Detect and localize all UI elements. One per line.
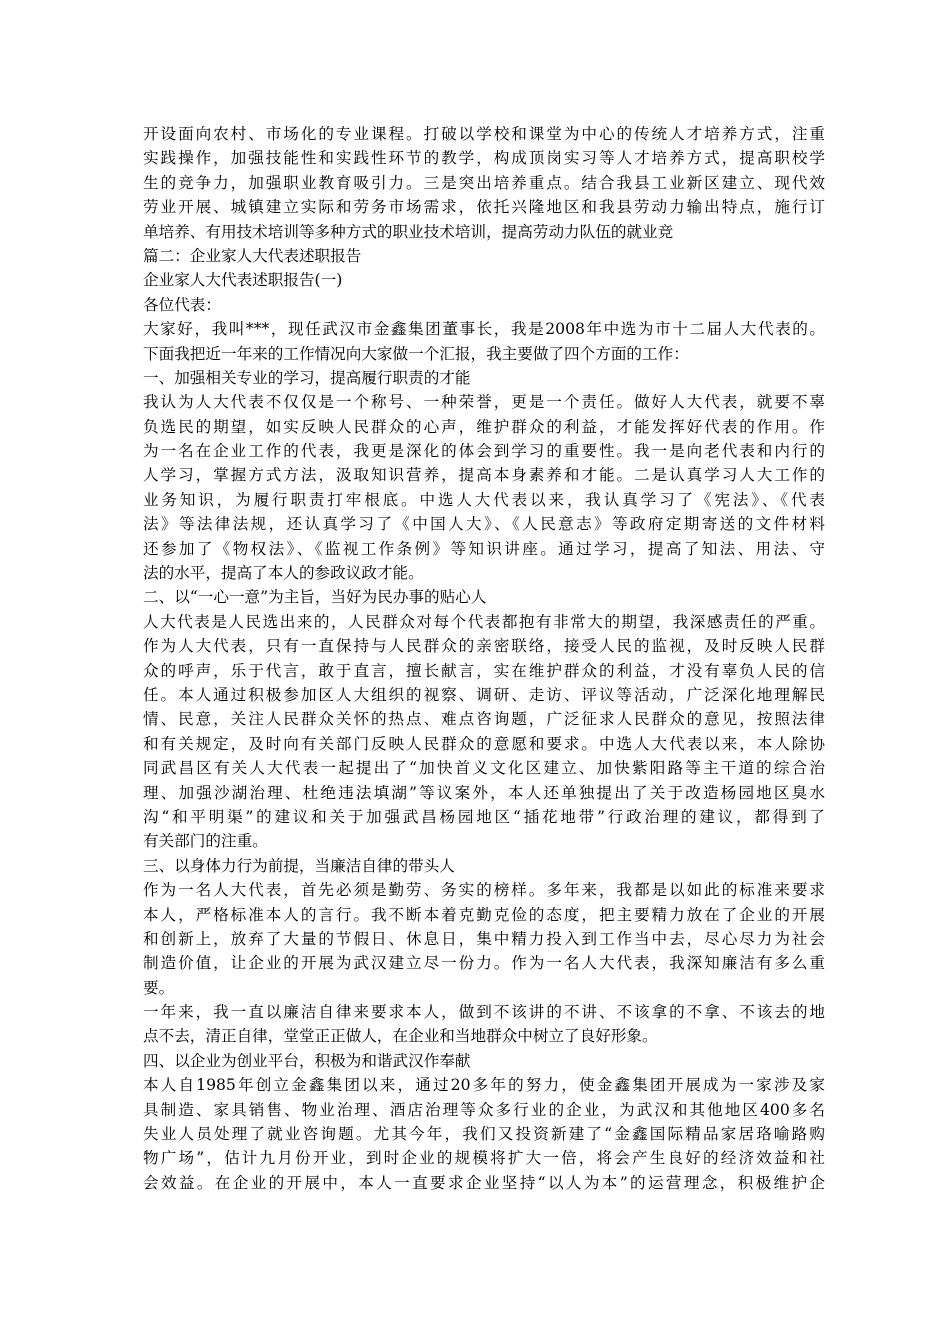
text-line: 失业人员处理了就业咨询题。尤其今年，我们又投资新建了“金鑫国际精品家居珞喻路购 [143,1125,825,1144]
text-line: 下面我把近一年来的工作情况向大家做一个汇报，我主要做了四个方面的工作： [143,344,689,363]
text-line: 情、民意，关注人民群众关怀的热点、难点咨询题，广泛征求人民群众的意见，按照法律 [143,710,825,729]
text-line: 法的水平，提高了本人的参政议政才能。 [143,564,424,583]
text-line: 我认为人大代表不仅仅是一个称号、一种荣誉，更是一个责任。做好人大代表，就要不辜 [143,393,825,412]
text-line: 业务知识，为履行职责打牢根底。中选人大代表以来，我认真学习了《宪法》、《代表 [143,490,825,509]
text-line: 要。 [143,978,175,997]
text-line: 一、加强相关专业的学习，提高履行职责的才能 [143,368,471,387]
text-line: 为一名在企业工作的代表，我更是深化的体会到学习的重要性。我一是向老代表和内行的 [143,442,825,461]
text-line: 具制造、家具销售、物业治理、酒店治理等众多行业的企业，为武汉和其他地区400多名 [143,1100,825,1119]
text-line: 沟“和平明渠”的建议和关于加强武昌杨园地区“插花地带”行政治理的建议，都得到了 [143,807,825,826]
text-line: 物广场”，估计九月份开业，到时企业的规模将扩大一倍，将会产生良好的经济效益和社 [143,1149,825,1168]
text-line: 众的呼声，乐于代言，敢于直言，擅长献言，实在维护群众的利益，才没有辜负人民的信 [143,661,825,680]
document-body [143,122,825,1195]
text-line: 还参加了《物权法》、《监视工作条例》等知识讲座。通过学习，提高了知法、用法、守 [143,539,825,558]
text-line: 生的竞争力，加强职业教育吸引力。三是突出培养重点。结合我县工业新区建立、现代效 [143,173,825,192]
text-line: 本人，严格标准本人的言行。我不断本着克勤克俭的态度，把主要精力放在了企业的开展 [143,905,825,924]
text-line: 和创新上，放弃了大量的节假日、休息日，集中精力投入到工作当中去，尽心尽力为社会 [143,929,825,948]
text-line: 大家好，我叫***，现任武汉市金鑫集团董事长，我是2008年中选为市十二届人大代表的。 [143,320,825,339]
text-line: 本人自1985年创立金鑫集团以来，通过20多年的努力，使金鑫集团开展成为一家涉及家 [143,1076,825,1095]
text-line: 企业家人大代表述职报告(一) [143,271,343,290]
text-line: 四、以企业为创业平台，积极为和谐武汉作奉献 [143,1051,471,1070]
text-line: 和有关规定，及时向有关部门反映人民群众的意愿和要求。中选人大代表以来，本人除协 [143,734,825,753]
text-line: 会效益。在企业的开展中，本人一直要求企业坚持“以人为本”的运营理念，积极维护企 [143,1173,825,1192]
text-line: 点不去，清正自律，堂堂正正做人，在企业和当地群众中树立了良好形象。 [143,1027,658,1046]
text-line: 开设面向农村、市场化的专业课程。打破以学校和课堂为中心的传统人才培养方式，注重 [143,125,825,143]
text-line: 实践操作，加强技能性和实践性环节的教学，构成顶岗实习等人才培养方式，提高职校学 [143,149,825,168]
text-line: 劳业开展、城镇建立实际和劳务市场需求，依托兴隆地区和我县劳动力输出特点，施行订 [143,198,825,217]
text-line: 作为人大代表，只有一直保持与人民群众的亲密联络，接受人民的监视，及时反映人民群 [143,637,825,656]
text-line: 同武昌区有关人大代表一起提出了“加快首义文化区建立、加快紫阳路等主干道的综合治 [143,759,825,778]
text-line: 负选民的期望，如实反映人民群众的心声，维护群众的利益，才能发挥好代表的作用。作 [143,417,825,436]
text-line: 二、以“一心一意”为主旨，当好为民办事的贴心人 [143,588,487,607]
text-line: 单培养、有用技术培训等多种方式的职业技术培训，提高劳动力队伍的就业竞 [143,222,674,241]
text-line: 任。本人通过积极参加区人大组织的视察、调研、走访、评议等活动，广泛深化地理解民 [143,685,825,704]
text-line: 制造价值，让企业的开展为武汉建立尽一份力。作为一名人大代表，我深知廉洁有多么重 [143,954,825,973]
text-line: 作为一名人大代表，首先必须是勤劳、务实的榜样。多年来，我都是以如此的标准来要求 [143,881,825,900]
text-line: 三、以身体力行为前提，当廉洁自律的带头人 [143,856,455,875]
text-line: 理、加强沙湖治理、杜绝违法填湖”等议案外，本人还单独提出了关于改造杨园地区臭水 [143,783,825,802]
text-line: 法》等法律法规，还认真学习了《中国人大》、《人民意志》等政府定期寄送的文件材料 [143,515,825,534]
text-line: 人学习，掌握方式方法，汲取知识营养，提高本身素养和才能。二是认真学习人大工作的 [143,466,825,485]
text-line: 一年来，我一直以廉洁自律来要求本人，做到不该讲的不讲、不该拿的不拿、不该去的地 [143,1003,825,1022]
text-line: 篇二：企业家人大代表述职报告 [143,246,362,265]
text-line: 各位代表： [143,295,221,314]
text-line: 人大代表是人民选出来的，人民群众对每个代表都抱有非常大的期望，我深感责任的严重。 [143,612,825,631]
text-line: 有关部门的注重。 [143,832,268,851]
